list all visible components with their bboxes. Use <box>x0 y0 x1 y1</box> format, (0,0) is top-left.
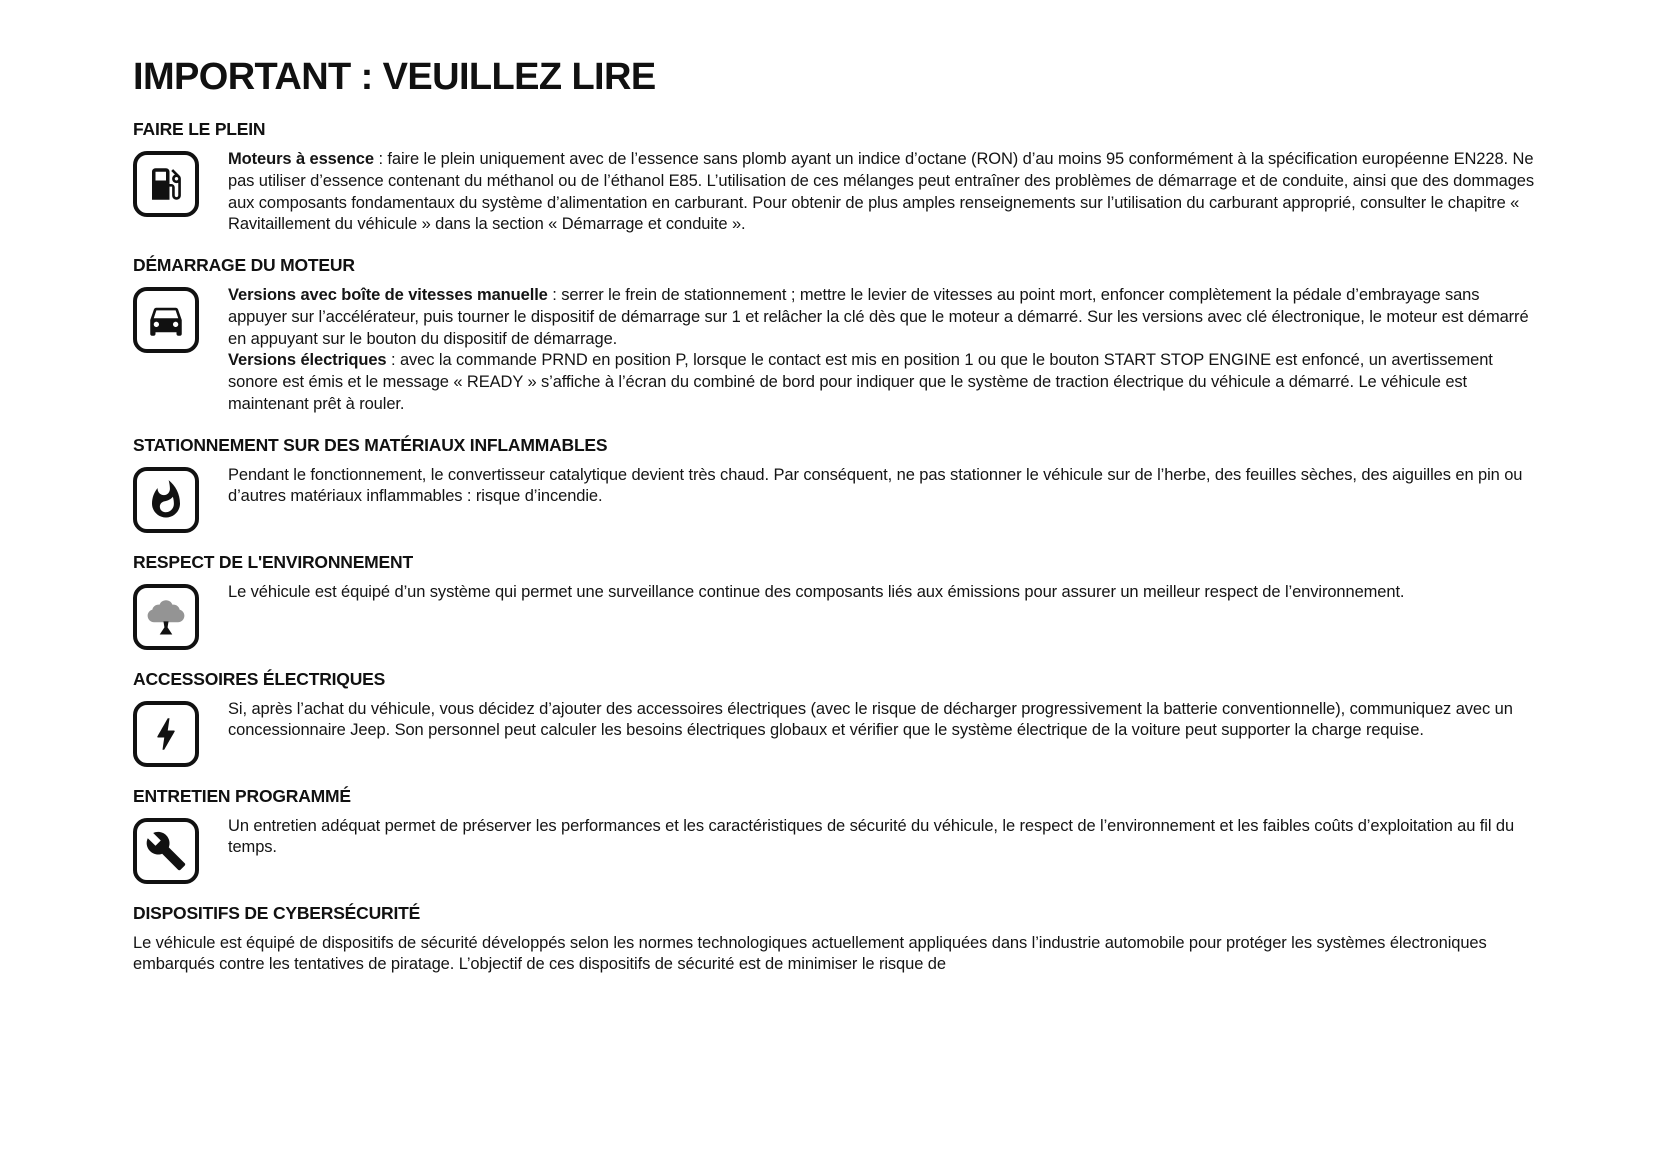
paragraph-lead-bold: Versions avec boîte de vitesses manuelle <box>228 286 548 305</box>
section-row <box>133 465 1542 533</box>
section-heading: FAIRE LE PLEIN <box>133 119 266 139</box>
lightning-icon <box>133 701 199 767</box>
section-row <box>133 149 1542 236</box>
manual-section <box>133 119 1542 236</box>
paragraph-text: Un entretien adéquat permet de préserver les performances et les caractéristiques de sécurité du véhicule, le respect de l’environnement et les faibles coûts d’exploitation au fil du temps. <box>228 816 1515 857</box>
manual-section <box>133 786 1542 884</box>
paragraph-text: Le véhicule est équipé d’un système qui permet une surveillance continue des composants liés aux émissions pour assurer un meilleur respect de l’environnement. <box>228 582 1405 601</box>
wrench-icon <box>133 818 199 884</box>
manual-section <box>133 255 1542 416</box>
page-title: IMPORTANT : VEUILLEZ LIRE <box>133 56 656 98</box>
manual-section <box>133 903 1542 977</box>
section-row <box>133 699 1542 767</box>
sections <box>133 119 1542 976</box>
section-body <box>228 285 1542 416</box>
section-body <box>228 149 1542 236</box>
paragraph-text: Pendant le fonctionnement, le convertisseur catalytique devient très chaud. Par conséquent, ne pas stationner le véhicule sur de l’herbe, des feuilles sèches, des aiguilles en pin ou d’autres matériaux inflammables : risque d’incendie. <box>228 465 1523 506</box>
flame-icon <box>133 467 199 533</box>
paragraph-text: : faire le plein uniquement avec de l’essence sans plomb ayant un indice d’octane (RON) d’au moins 95 conformément à la spécification européenne EN228. Ne pas utiliser d’essence contenant du méthanol ou de l’éthanol E85. L’utilisation de ces mélanges peut entraîner des problèmes de démarrage et de conduite, ainsi que des dommages aux composants fondamentaux du système d’alimentation en carburant. Pour obtenir de plus amples renseignements sur l’utilisation du carburant approprié, consulter le chapitre « Ravitaillement du véhicule » dans la section « Démarrage et conduite ». <box>228 150 1534 234</box>
section-paragraph <box>228 285 1542 350</box>
section-row <box>133 816 1542 884</box>
section-paragraph <box>228 350 1542 415</box>
section-paragraph <box>228 465 1542 509</box>
section-paragraph <box>228 816 1542 860</box>
section-row <box>133 582 1542 650</box>
fuel-pump-icon <box>133 151 199 217</box>
section-body <box>133 933 1542 977</box>
paragraph-lead-bold: Versions électriques <box>228 351 387 370</box>
section-row <box>133 933 1542 977</box>
section-paragraph <box>228 582 1542 604</box>
manual-section <box>133 552 1542 650</box>
section-row <box>133 285 1542 416</box>
section-paragraph <box>228 699 1542 743</box>
section-body <box>228 465 1542 509</box>
section-body <box>228 816 1542 860</box>
section-heading: STATIONNEMENT SUR DES MATÉRIAUX INFLAMMABLES <box>133 434 608 455</box>
manual-section <box>133 669 1542 767</box>
section-heading: DISPOSITIFS DE CYBERSÉCURITÉ <box>133 902 421 923</box>
paragraph-text: Si, après l’achat du véhicule, vous décidez d’ajouter des accessoires électriques (avec le risque de décharger progressivement la batterie conventionnelle), communiquez avec un concessionnaire Jeep. Son personnel peut calculer les besoins électriques globaux et vérifier que le système électrique de la voiture peut supporter la charge requise. <box>228 699 1513 740</box>
section-paragraph <box>228 149 1542 236</box>
tree-icon <box>133 584 199 650</box>
section-body <box>228 582 1542 604</box>
section-heading: RESPECT DE L'ENVIRONNEMENT <box>133 551 413 572</box>
section-paragraph <box>133 933 1542 977</box>
car-icon <box>133 287 199 353</box>
section-heading: DÉMARRAGE DU MOTEUR <box>133 255 355 276</box>
manual-section <box>133 435 1542 533</box>
section-heading: ACCESSOIRES ÉLECTRIQUES <box>133 668 386 689</box>
paragraph-text: : serrer le frein de stationnement ; mettre le levier de vitesses au point mort, enfoncer complètement la pédale d’embrayage sans appuyer sur l’accélérateur, puis tourner le dispositif de démarrage sur 1 et relâcher la clé dès que le moteur a démarré. Sur les versions avec clé électronique, le moteur est démarré en appuyant sur le bouton du dispositif de démarrage. <box>228 286 1529 348</box>
paragraph-lead-bold: Moteurs à essence <box>228 150 374 168</box>
section-body <box>228 699 1542 743</box>
section-heading: ENTRETIEN PROGRAMMÉ <box>133 785 351 806</box>
paragraph-text: : avec la commande PRND en position P, lorsque le contact est mis en position 1 ou que le bouton START STOP ENGINE est enfoncé, un avertissement sonore est émis et le message « READY » s’affiche à l’écran du combiné de bord pour indiquer que le système de traction électrique du véhicule a démarré. Le véhicule est maintenant prêt à rouler. <box>228 351 1493 413</box>
paragraph-text: Le véhicule est équipé de dispositifs de sécurité développés selon les normes technologiques actuellement appliquées dans l’industrie automobile pour protéger les systèmes électroniques embarqués contre les tentatives de piratage. L’objectif de ces dispositifs de sécurité est de minimiser le risque de <box>133 933 1487 974</box>
